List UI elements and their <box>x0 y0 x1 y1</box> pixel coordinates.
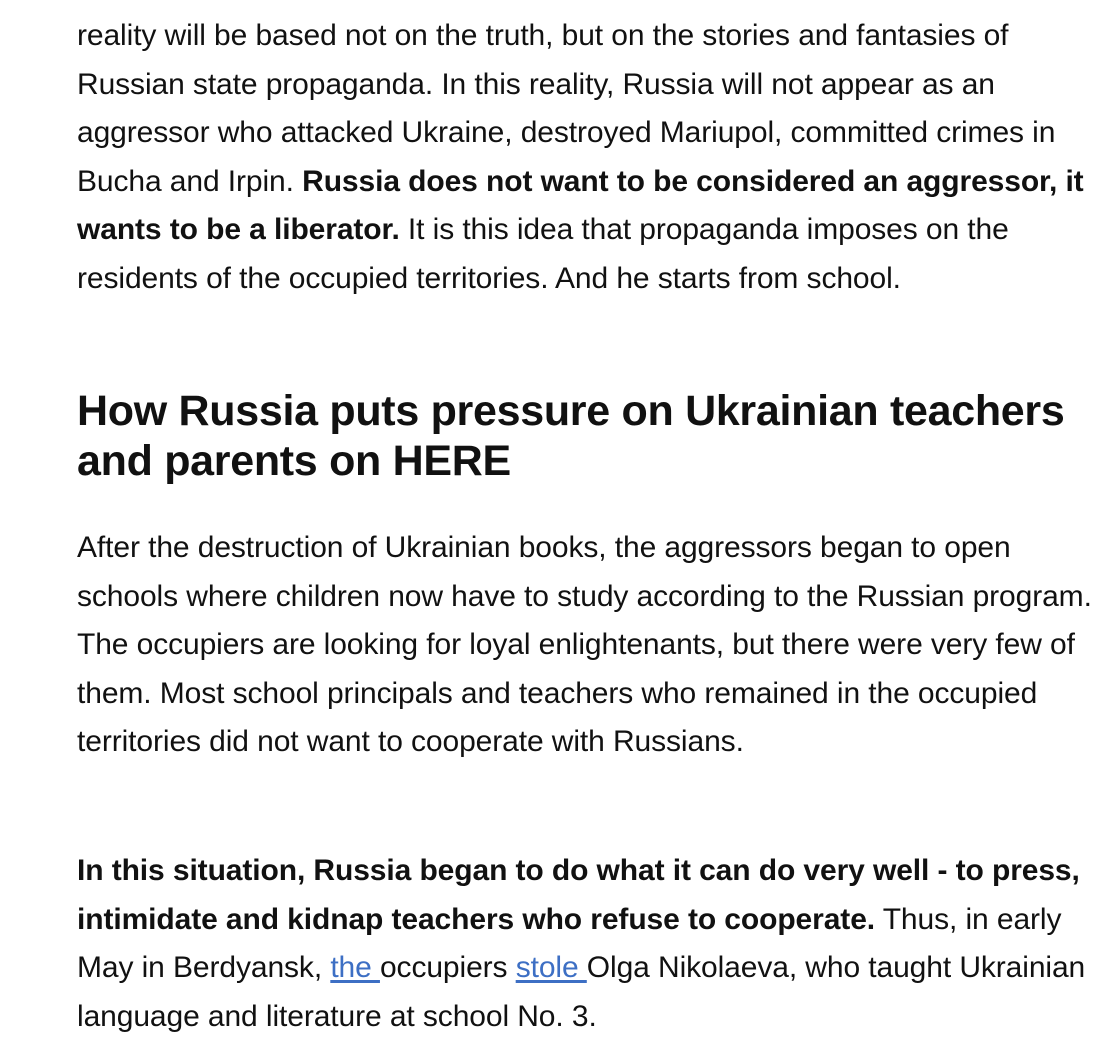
link-the[interactable]: the <box>330 951 380 984</box>
paragraph-3-text-3: Olga Nikolaeva, who taught Ukrainian language and literature at school No. 3. <box>77 951 1086 1033</box>
paragraph-3-text-2: occupiers <box>379 951 516 984</box>
paragraph-1-text-b: It is this idea that propaganda imposes on the residents of the occupied territories. And he starts from school. <box>77 213 1009 295</box>
paragraph-schools: After the destruction of Ukrainian books, the aggressors began to open schools where children now have to study according to the Russian program. The occupiers are looking for loyal enlightenants, but there were very few of them. Most school principals and teachers who remained in the occupied territories did not want to cooperate with Russians. <box>77 531 1092 758</box>
paragraph-1-text-a: reality will be based not on the truth, but on the stories and fantasies of Russian state propaganda. In this reality, Russia will not appear as an aggressor who attacked Ukraine, destroyed Mariupol, committed crimes in Bucha and Irpin. <box>77 19 1056 198</box>
paragraph-1-bold: Russia does not want to be considered an aggressor, it wants to be a liberator. <box>77 164 1084 246</box>
paragraph-3-text-1: Thus, in early May in Berdyansk, <box>77 902 1062 984</box>
paragraph-kidnapping <box>77 847 1097 1041</box>
paragraph-propaganda-reality <box>77 12 1097 303</box>
paragraph-3-bold: In this situation, Russia began to do what it can do very well - to press, intimidate and kidnap teachers who refuse to cooperate. <box>77 854 1080 936</box>
link-stole[interactable]: stole <box>515 951 587 984</box>
section-heading: How Russia puts pressure on Ukrainian teachers and parents on HERE <box>77 387 1065 485</box>
